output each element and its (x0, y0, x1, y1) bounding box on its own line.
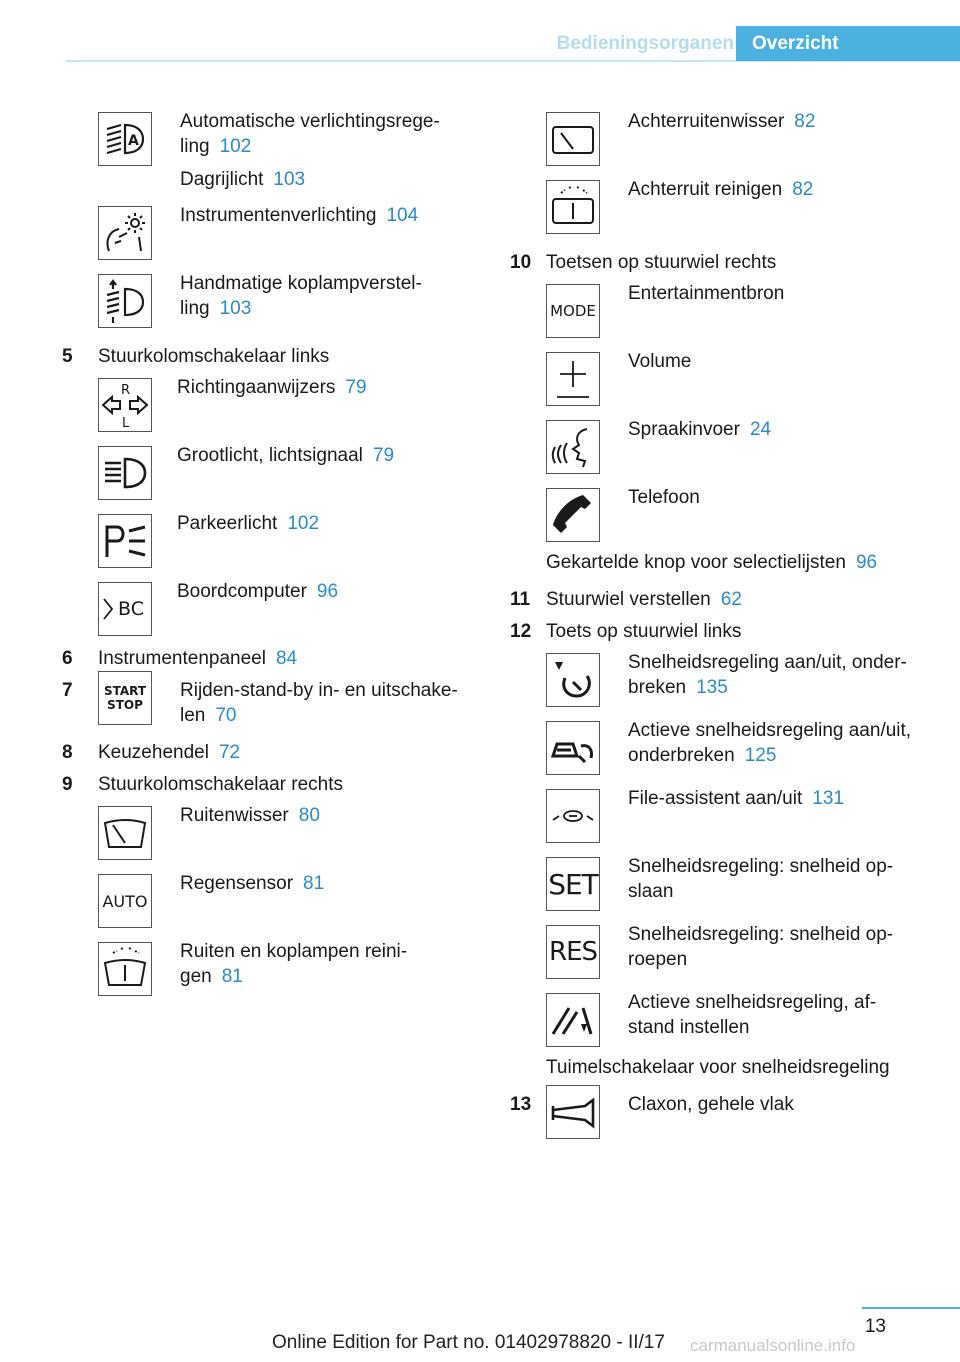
control-entry (546, 414, 950, 482)
entry-label: Achterruit reinigen (628, 179, 783, 200)
page-ref[interactable]: 102 (219, 136, 252, 157)
edition-text: Online Edition for Part no. 01402978820 - II/17 (272, 1332, 665, 1353)
start-text: START (103, 684, 147, 698)
entry-label: Handmatige koplampverstel- (180, 273, 422, 294)
distance-setting-icon (546, 993, 600, 1047)
phone-icon (546, 488, 600, 542)
entry-label: Ruitenwisser (180, 805, 289, 826)
control-entry (98, 800, 480, 868)
volume-icon (546, 352, 600, 406)
control-entry: Actieve snelheidsregeling, af- stand instellen (546, 987, 950, 1055)
item-number: 5 (62, 346, 73, 367)
entry-label: Ruiten en koplampen reini- (180, 941, 408, 962)
control-entry (546, 783, 950, 851)
page-ref[interactable]: 102 (287, 513, 320, 534)
stop-text: STOP (107, 698, 143, 712)
list-item: 7 START STOP Rijden-stand-by in- en uitschake- len 70 (62, 678, 480, 728)
res-button-icon (546, 925, 600, 979)
auto-light-icon (98, 112, 152, 166)
rear-wiper-icon (546, 112, 600, 166)
auto-label: AUTO (102, 891, 148, 911)
control-entry (98, 576, 480, 644)
item-number: 12 (510, 621, 532, 642)
page-ref[interactable]: 96 (855, 552, 878, 573)
parking-light-icon (98, 514, 152, 568)
control-entry: Handmatige koplampverstel- ling 103 (98, 268, 480, 336)
res-label: RES (549, 937, 597, 967)
page-ref[interactable]: 70 (215, 705, 237, 726)
instrument-lighting-icon (98, 206, 152, 260)
list-item (510, 250, 950, 275)
set-label: SET (548, 867, 598, 901)
entry-label: Grootlicht, lichtsignaal (177, 445, 363, 466)
page-ref[interactable]: 81 (221, 966, 243, 987)
entry-label: Boordcomputer (177, 581, 307, 602)
control-entry: Snelheidsregeling aan/uit, onder- breken 135 (546, 647, 950, 715)
control-entry (98, 106, 480, 200)
footer-rule (862, 1307, 960, 1309)
list-item (62, 740, 480, 765)
watermark: carmanualsonline.info (690, 1336, 856, 1355)
note: Gekartelde knop voor selectielijsten 96 (546, 552, 878, 573)
page-ref[interactable]: 80 (298, 805, 320, 826)
list-item (62, 646, 480, 671)
item-number: 6 (62, 648, 73, 669)
rear-washer-icon (546, 180, 600, 234)
item-title: Claxon, gehele vlak (628, 1094, 794, 1115)
control-entry (98, 372, 480, 440)
page-ref[interactable]: 24 (749, 419, 772, 440)
page-ref[interactable]: 82 (792, 179, 814, 200)
page-ref[interactable]: 104 (386, 205, 419, 226)
item-number: 7 (62, 680, 73, 701)
list-item (62, 772, 480, 797)
page-ref[interactable]: 84 (275, 648, 298, 669)
washer-icon (98, 942, 152, 996)
entry-label: Regensensor (180, 873, 294, 894)
mode-label: MODE (550, 302, 596, 320)
page-ref[interactable]: 125 (744, 745, 777, 766)
item-title: Stuurwiel verstellen (546, 589, 711, 610)
cruise-control-icon (546, 653, 600, 707)
item-title: Toetsen op stuurwiel rechts (546, 252, 777, 273)
control-entry (98, 868, 480, 936)
control-entry (546, 106, 950, 174)
mode-icon (546, 284, 600, 338)
list-item (62, 344, 480, 369)
entry-label: Automatische verlichtingsrege- ling 102 (180, 111, 440, 157)
entry-label: Entertainmentbron (628, 283, 785, 304)
page-ref[interactable]: 103 (219, 298, 252, 319)
page-number: 13 (864, 1316, 886, 1337)
list-item (510, 587, 950, 612)
page-ref[interactable]: 81 (303, 873, 325, 894)
entry-label: File-assistent aan/uit (628, 788, 803, 809)
page-ref[interactable]: 79 (345, 377, 367, 398)
item-number: 13 (510, 1094, 532, 1115)
section-title: Bedieningsorganen (556, 33, 734, 54)
entry-label: Spraakinvoer (628, 419, 740, 440)
item-title: Stuurkolomschakelaar links (98, 346, 330, 367)
item-title: Keuzehendel (98, 742, 209, 763)
entry-label: Actieve snelheidsregeling, af- (628, 992, 877, 1013)
right-column (510, 106, 950, 1146)
start-stop-icon (98, 671, 152, 725)
horn-icon (546, 1085, 600, 1139)
subsection-tab: Overzicht (736, 26, 960, 61)
svg-text:A: A (128, 133, 139, 149)
entry-label: Dagrijlicht 103 (180, 169, 306, 190)
wiper-icon (98, 806, 152, 860)
turn-signal-icon (98, 378, 152, 432)
control-entry: SET Snelheidsregeling: snelheid op- slaan (546, 851, 950, 919)
page-ref[interactable]: 131 (812, 788, 844, 809)
page-ref[interactable]: 96 (316, 581, 339, 602)
note: Tuimelschakelaar voor snelheidsregeling (546, 1057, 890, 1078)
signal-right-letter: R (121, 383, 131, 398)
left-column (62, 106, 480, 1004)
control-entry (98, 508, 480, 576)
page-ref[interactable]: 62 (720, 589, 742, 610)
control-entry (546, 174, 950, 242)
item-title: Instrumentenpaneel (98, 648, 266, 669)
item-number: 11 (510, 589, 531, 610)
item-title: Toets op stuurwiel links (546, 621, 742, 642)
control-entry (546, 482, 950, 550)
entry-label: Snelheidsregeling: snelheid op- (628, 856, 894, 877)
control-entry (98, 440, 480, 508)
signal-left-letter: L (122, 416, 130, 431)
entry-label: Achterruitenwisser (628, 111, 785, 132)
item-title: Rijden-stand-by in- en uitschake- (180, 680, 458, 701)
item-number: 9 (62, 774, 73, 795)
list-item (510, 1092, 950, 1139)
entry-label: Instrumentenverlichting (180, 205, 377, 226)
control-entry (546, 278, 950, 346)
entry-label: Parkeerlicht (177, 513, 278, 534)
entry-label: Telefoon (628, 487, 700, 508)
rain-sensor-icon (98, 874, 152, 928)
control-entry (546, 346, 950, 414)
set-button-icon (546, 857, 600, 911)
entry-label: Actieve snelheidsregeling aan/uit, (628, 720, 912, 741)
list-item (510, 619, 950, 644)
control-entry: Actieve snelheidsregeling aan/uit, onderbreken 125 (546, 715, 950, 783)
board-computer-icon (98, 582, 152, 636)
item-number: 8 (62, 742, 73, 763)
entry-label: Richtingaanwijzers (177, 377, 336, 398)
headlight-range-icon (98, 274, 152, 328)
page-ref[interactable]: 82 (794, 111, 816, 132)
entry-label: Snelheidsregeling: snelheid op- (628, 924, 894, 945)
bc-label: BC (118, 598, 144, 620)
page-ref[interactable]: 79 (372, 445, 395, 466)
page-ref[interactable]: 135 (696, 677, 728, 698)
control-entry: RES Snelheidsregeling: snelheid op- roepen (546, 919, 950, 987)
active-cruise-icon (546, 721, 600, 775)
item-title: Stuurkolomschakelaar rechts (98, 774, 343, 795)
control-entry: Ruiten en koplampen reini- gen 81 (98, 936, 480, 1004)
high-beam-icon (98, 446, 152, 500)
control-entry (98, 200, 480, 268)
traffic-jam-assistant-icon (546, 789, 600, 843)
entry-label: Snelheidsregeling aan/uit, onder- (628, 652, 907, 673)
page-ref[interactable]: 103 (273, 169, 306, 190)
voice-input-icon (546, 420, 600, 474)
item-number: 10 (510, 252, 532, 273)
entry-label: Volume (628, 351, 692, 372)
page-ref[interactable]: 72 (218, 742, 241, 763)
